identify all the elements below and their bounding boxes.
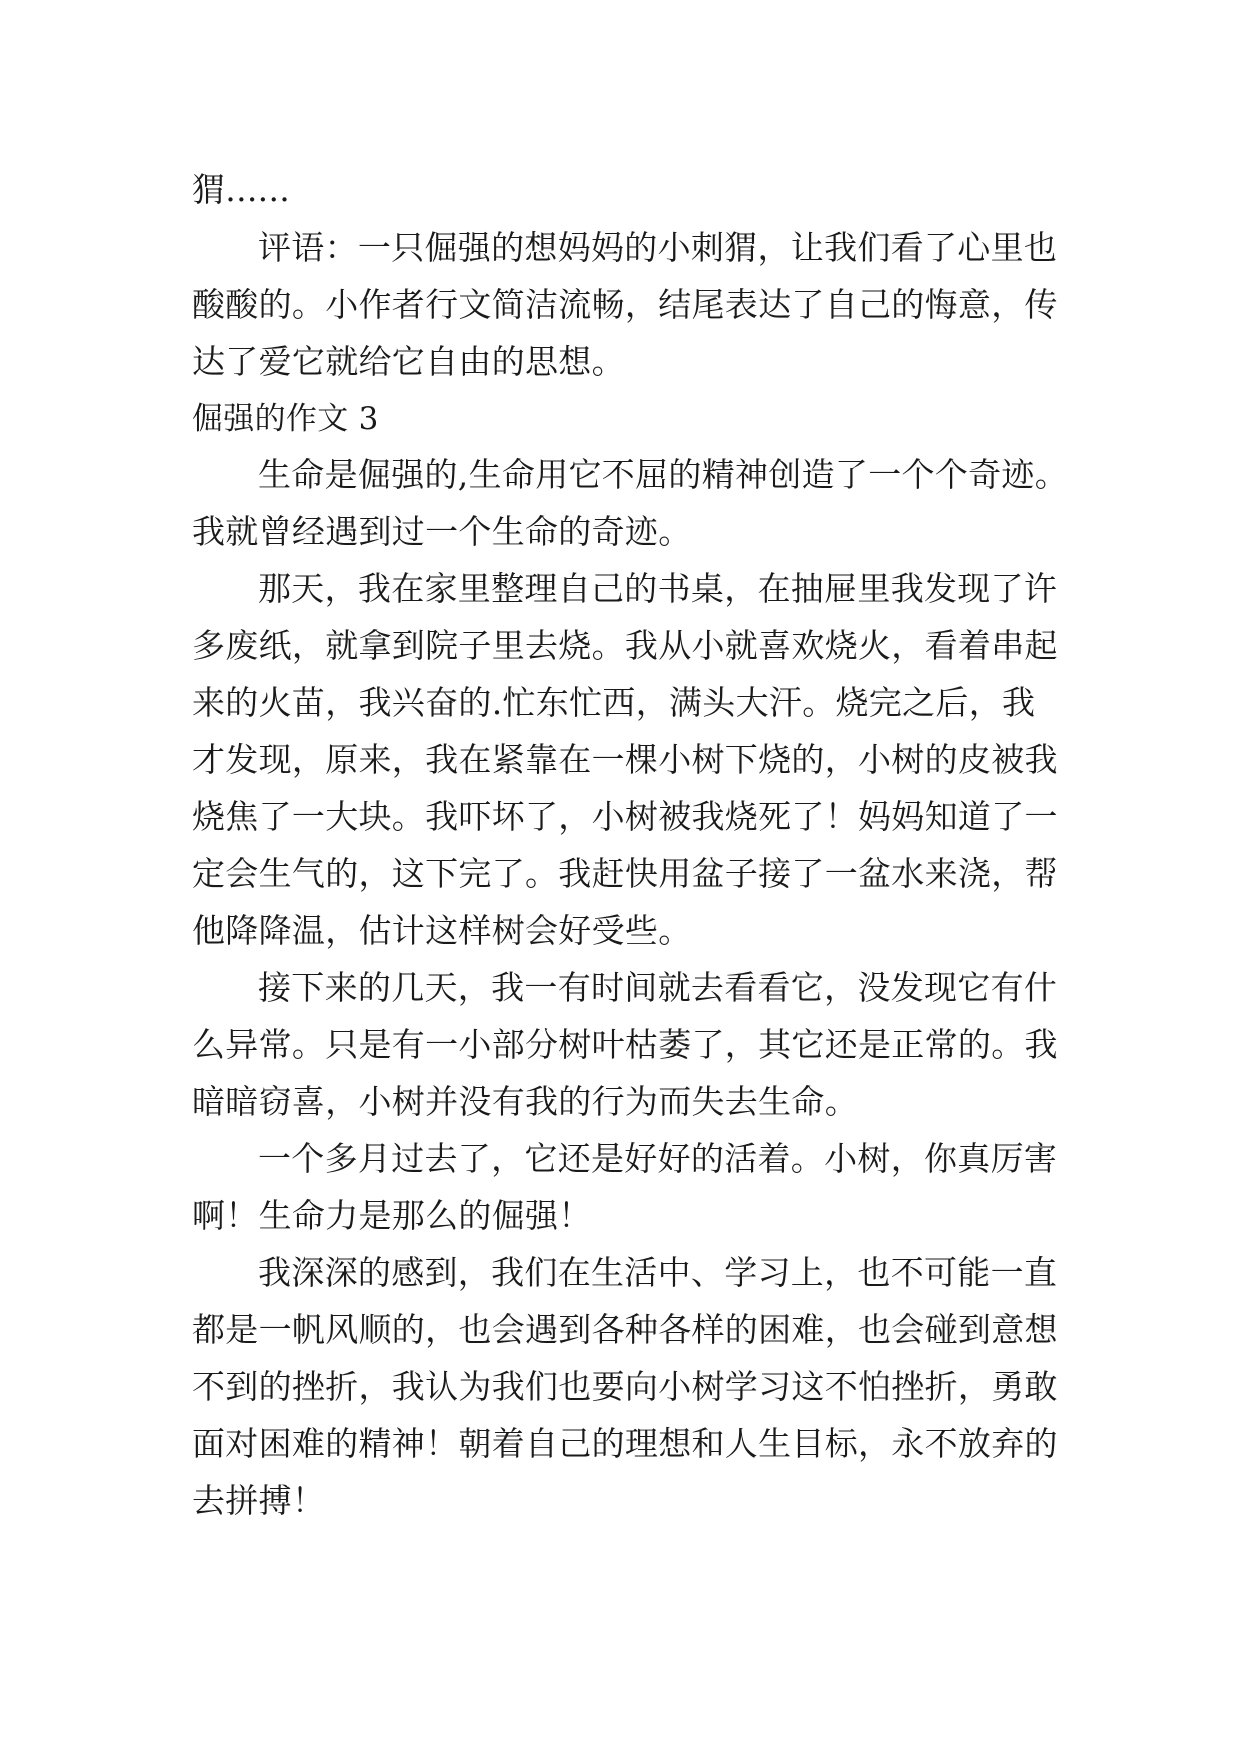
text-line: 暗暗窃喜，小树并没有我的行为而失去生命。 bbox=[192, 1082, 858, 1121]
text-line: 我就曾经遇到过一个生命的奇迹。 bbox=[192, 512, 692, 551]
text-line: 一个多月过去了，它还是好好的活着。小树，你真厉害 bbox=[258, 1139, 1058, 1178]
text-line: 不到的挫折，我认为我们也要向小树学习这不怕挫折，勇敢 bbox=[192, 1367, 1058, 1406]
text-line: 都是一帆风顺的，也会遇到各种各样的困难，也会碰到意想 bbox=[192, 1310, 1058, 1349]
text-line: 啊！生命力是那么的倔强！ bbox=[192, 1196, 592, 1235]
text-line: 来的火苗，我兴奋的.忙东忙西，满头大汗。烧完之后，我 bbox=[192, 683, 1036, 722]
text-line: 定会生气的，这下完了。我赶快用盆子接了一盆水来浇，帮 bbox=[192, 854, 1058, 893]
text-line: 面对困难的精神！朝着自己的理想和人生目标，永不放弃的 bbox=[192, 1424, 1058, 1463]
text-line: 他降降温，估计这样树会好受些。 bbox=[192, 911, 692, 950]
text-line: 接下来的几天，我一有时间就去看看它，没发现它有什 bbox=[258, 968, 1058, 1007]
text-line: 那天，我在家里整理自己的书桌，在抽屉里我发现了许 bbox=[258, 569, 1058, 608]
text-line: 多废纸，就拿到院子里去烧。我从小就喜欢烧火，看着串起 bbox=[192, 626, 1058, 665]
text-line: 达了爱它就给它自由的思想。 bbox=[192, 342, 625, 381]
section-heading: 倔强的作文 3 bbox=[192, 401, 379, 437]
text-line: 么异常。只是有一小部分树叶枯萎了，其它还是正常的。我 bbox=[192, 1025, 1058, 1064]
text-line: 去拼搏！ bbox=[192, 1481, 326, 1520]
text-line: 酸酸的。小作者行文简洁流畅，结尾表达了自己的悔意，传 bbox=[192, 285, 1058, 324]
text-line: 才发现，原来，我在紧靠在一棵小树下烧的，小树的皮被我 bbox=[192, 740, 1058, 779]
text-line: 烧焦了一大块。我吓坏了，小树被我烧死了！妈妈知道了一 bbox=[192, 797, 1058, 836]
text-line: 猬...... bbox=[192, 170, 291, 209]
text-line: 生命是倔强的,生命用它不屈的精神创造了一个个奇迹。 bbox=[258, 455, 1068, 494]
text-line: 我深深的感到，我们在生活中、学习上，也不可能一直 bbox=[258, 1253, 1058, 1292]
text-line: 评语：一只倔强的想妈妈的小刺猬，让我们看了心里也 bbox=[258, 228, 1058, 267]
